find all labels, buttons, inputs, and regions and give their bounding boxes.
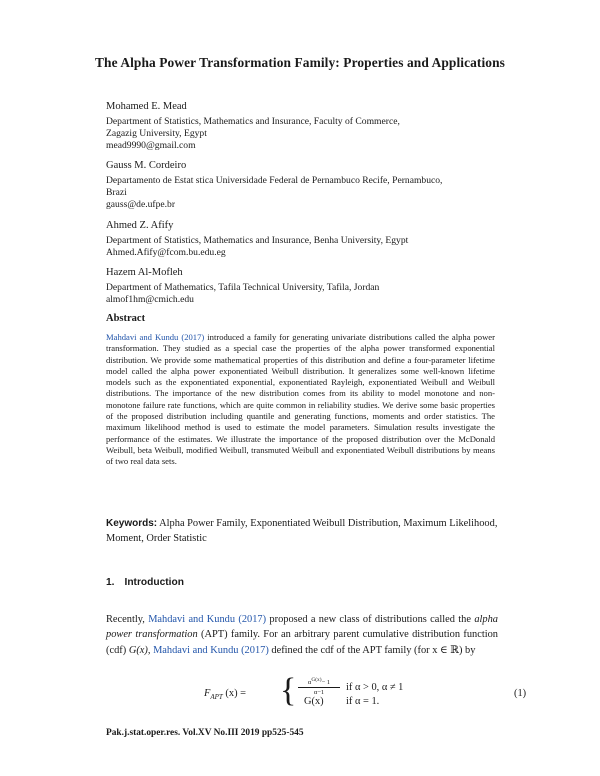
fraction-num-tail: − 1 bbox=[321, 679, 331, 687]
abstract-heading: Abstract bbox=[106, 313, 146, 324]
author-email: Ahmed.Afify@fcom.bu.edu.eg bbox=[106, 247, 226, 258]
equation-fraction bbox=[298, 677, 340, 696]
fraction-denominator: α−1 bbox=[313, 689, 325, 697]
section-number: 1. bbox=[106, 577, 115, 588]
equation-brace: { bbox=[280, 672, 297, 709]
abstract-body: introduced a family for generating univariate distributions called the alpha power transformation. They studied as a special case the properties of the alpha power transformed exponential distribution. We provide some mathematical properties of this distribution and define a four-parameter lifetime model called the alpha power exponentiated Weibull distribution. It generalizes some well-known lifetime models such as the exponentiated exponential, exponentiated Rayleigh, exponentiated Weibull and Weibull distributions. The importance of the new distribution comes from its ability to model monotone and non-monotone failure rate functions, which are quite common in reliability studies. We derive some basic properties of the proposed distribution including quantile and generating functions, moments and order statistics. The maximum likelihood method is used to estimate the model parameters. Simulation results investigate the performance of the estimates. We illustrate the importance of the proposed distribution over the McDonald Weibull, beta Weibull, modified Weibull, transmuted Weibull and exponentiated Weibull distributions by means of two real data sets. bbox=[106, 332, 495, 467]
author-name: Mohamed E. Mead bbox=[106, 101, 187, 112]
author-affiliation: Department of Statistics, Mathematics and Insurance, Faculty of Commerce, bbox=[106, 116, 400, 127]
keywords-text: Alpha Power Family, Exponentiated Weibull Distribution, Maximum Likelihood, Moment, Order Statistic bbox=[106, 518, 498, 544]
author-name: Ahmed Z. Afify bbox=[106, 220, 174, 231]
equation-lhs-arg: (x) = bbox=[225, 688, 246, 699]
author-affiliation: Department of Mathematics, Tafila Technical University, Tafila, Jordan bbox=[106, 282, 380, 293]
author-block bbox=[106, 220, 506, 259]
equation-1 bbox=[204, 674, 534, 714]
fraction-num-exp: G(x) bbox=[311, 677, 322, 683]
fraction-num-base: α bbox=[307, 679, 312, 687]
section-title: Introduction bbox=[124, 577, 184, 588]
equation-lhs bbox=[204, 688, 246, 701]
author-name: Gauss M. Cordeiro bbox=[106, 160, 187, 171]
paper-title: The Alpha Power Transformation Family: Properties and Applications bbox=[95, 55, 505, 70]
abstract-text bbox=[106, 332, 495, 468]
author-affiliation: Zagazig University, Egypt bbox=[106, 128, 207, 139]
intro-emphasis: alpha power transformation bbox=[106, 614, 498, 641]
author-block bbox=[106, 160, 506, 211]
author-email: gauss@de.ufpe.br bbox=[106, 199, 176, 210]
citation-year-link[interactable]: (2017) bbox=[238, 614, 267, 625]
intro-text: (APT) family. For an arbitrary parent cumulative distribution function (cdf) bbox=[106, 629, 498, 656]
equation-case1-condition: if α > 0, α ≠ 1 bbox=[346, 682, 404, 693]
author-name: Hazem Al-Mofleh bbox=[106, 267, 183, 278]
intro-paragraph bbox=[106, 612, 498, 658]
equation-lhs-sub: APT bbox=[210, 693, 223, 702]
equation-case2-condition: if α = 1. bbox=[346, 696, 380, 707]
author-email: mead9990@gmail.com bbox=[106, 140, 196, 151]
author-affiliation: Departamento de Estat stica Universidade Federal de Pernambuco Recife, Pernambuco, bbox=[106, 175, 443, 186]
citation-link[interactable]: Mahdavi and Kundu (2017) bbox=[106, 332, 205, 342]
citation-link[interactable]: Mahdavi and Kundu bbox=[148, 614, 236, 625]
intro-text: defined the cdf of the APT family (for x ∈ ℝ) by bbox=[271, 644, 476, 656]
fraction-bar bbox=[298, 687, 340, 688]
author-affiliation: Brazi bbox=[106, 187, 127, 198]
intro-text: proposed a new class of distributions called the bbox=[269, 614, 471, 625]
author-block bbox=[106, 267, 506, 306]
citation-year-link[interactable]: (2017) bbox=[241, 644, 269, 656]
author-affiliation: Department of Statistics, Mathematics and Insurance, Benha University, Egypt bbox=[106, 235, 409, 246]
equation-case2-expr: G(x) bbox=[304, 696, 324, 707]
citation-link[interactable]: Mahdavi and Kundu bbox=[153, 644, 239, 656]
journal-footer: Pak.j.stat.oper.res. Vol.XV No.III 2019 pp525-545 bbox=[106, 728, 304, 738]
keywords-label: Keywords: bbox=[106, 518, 158, 529]
section-heading bbox=[106, 577, 184, 588]
author-email: almof1hm@cmich.edu bbox=[106, 294, 194, 305]
equation-number: (1) bbox=[514, 688, 527, 699]
intro-text: Recently, bbox=[106, 614, 145, 625]
intro-math: G(x), bbox=[128, 644, 151, 656]
keywords bbox=[106, 516, 498, 546]
equation-lhs-symbol: F bbox=[204, 688, 211, 699]
author-block bbox=[106, 101, 506, 152]
